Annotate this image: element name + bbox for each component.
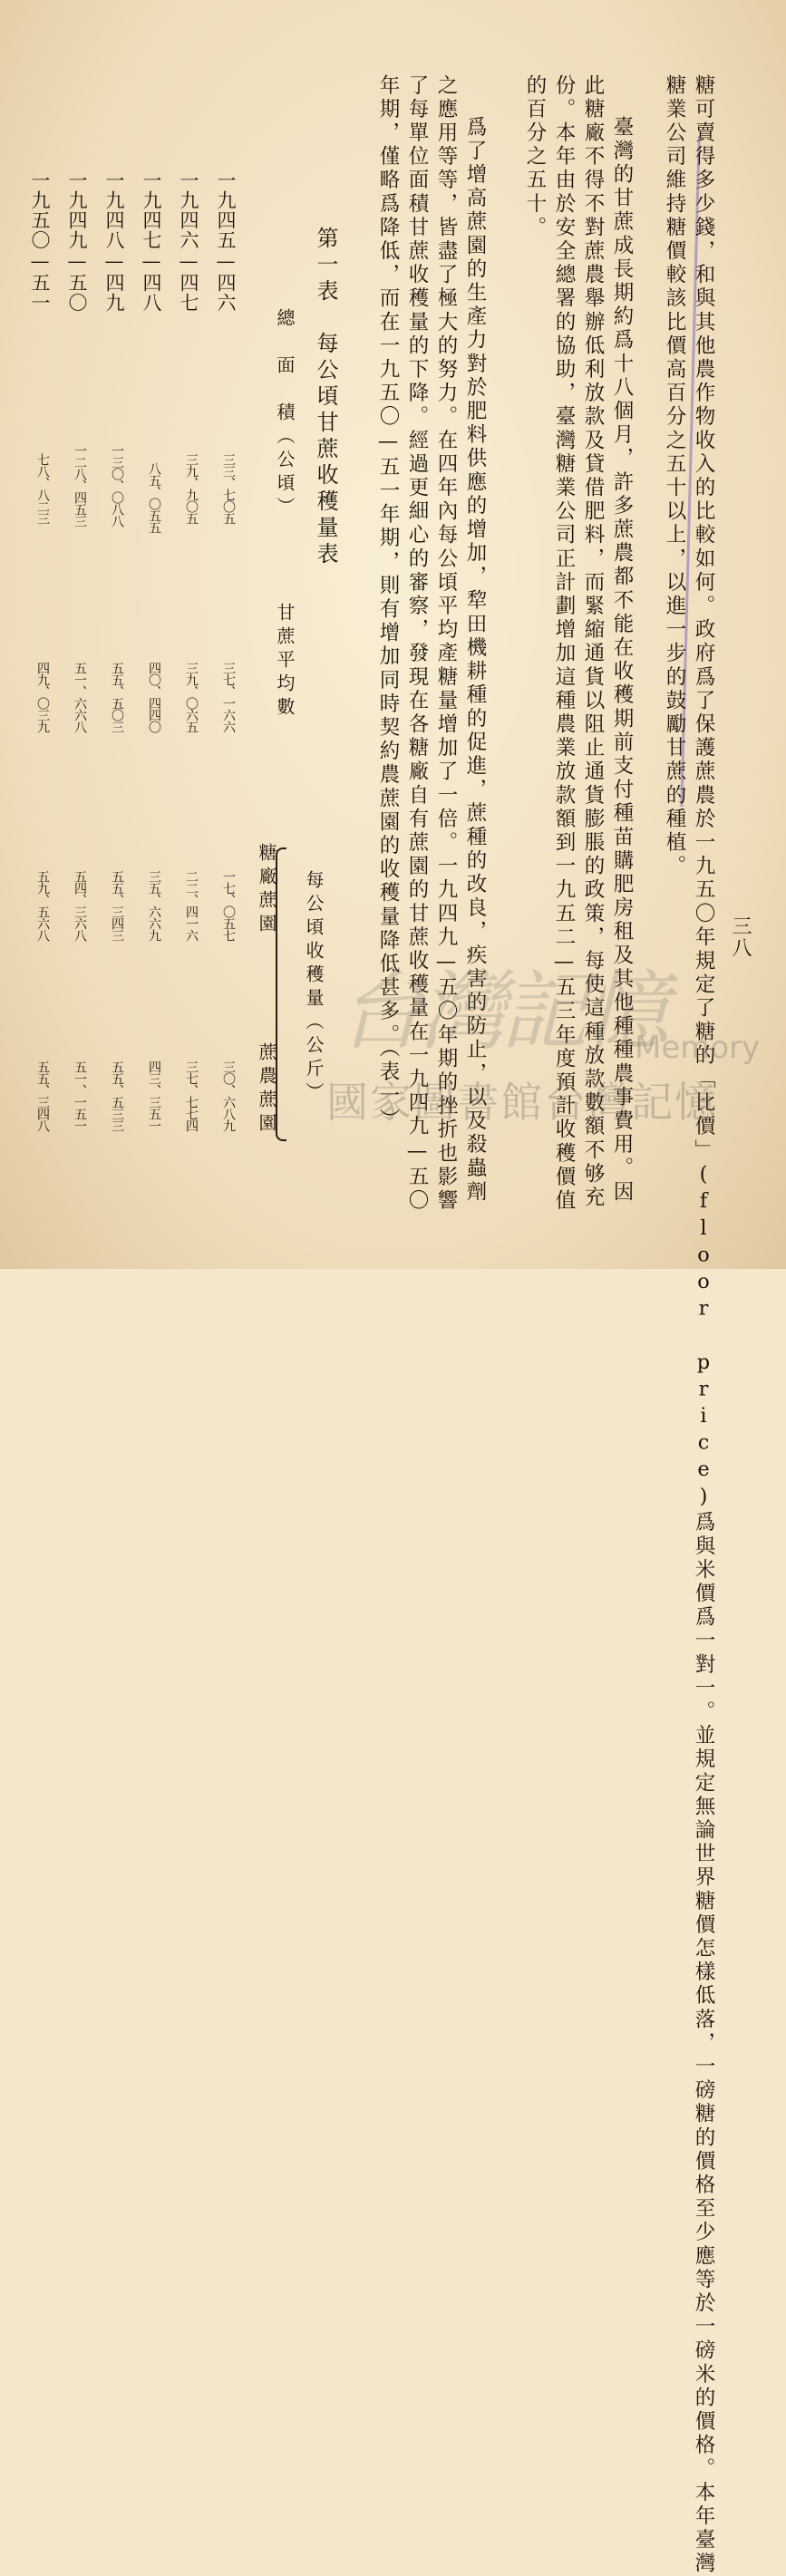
row-year: 一九四六—四七 xyxy=(178,170,199,313)
cell-area: 三九、九〇五 xyxy=(184,453,199,524)
table-title: 第一表 每公頃甘蔗收穫量表 xyxy=(313,227,338,568)
page-number: 三八 xyxy=(729,915,752,959)
text-column-3: 臺灣的甘蔗成長期約爲十八個月，許多蔗農都不能在收穫期前支付種苗購肥房租及其他種種農事費用。因 xyxy=(610,116,634,1205)
cell-mill-yield: 五五、三四三 xyxy=(110,870,124,941)
row-year: 一九四九—五〇 xyxy=(66,170,88,313)
cell-mill-yield: 五九、五六八 xyxy=(35,870,50,941)
cell-mill-yield: 三五、六六九 xyxy=(147,870,161,941)
watermark-logo: 台灣記憶 xyxy=(337,961,664,1062)
watermark-sub-text: Memory xyxy=(635,1030,761,1066)
cell-average: 四九、〇三九 xyxy=(35,662,50,732)
cell-mill-yield: 一七、〇五七 xyxy=(221,870,236,941)
cell-area: 一三〇、〇八八 xyxy=(110,444,124,527)
header-bracket xyxy=(276,847,286,1141)
text-column-10: 年期，僅略爲降低，而在一九五〇—五一年期，則有增加同時契約農蔗園的收穫量降低甚多。（表一） xyxy=(376,74,400,1132)
cell-area: 八五、〇五五 xyxy=(147,462,161,533)
header-mill-plantation: 糖廠蔗園 xyxy=(256,843,277,937)
text-column-1: 糖可賣得多少錢，和與其他農作物收入的比較如何。政府爲了保護蔗農於一九五〇年規定了糖的「比價」(floor price)爲與米價爲一對一。並規定無論世界糖價怎樣低落，一磅糖的價格至少應等於一磅米的價格。本年臺灣 xyxy=(692,74,715,2576)
cell-farmer-yield: 五一、一五一 xyxy=(73,1060,87,1131)
cell-mill-yield: 五四、三六八 xyxy=(73,870,87,941)
cell-average: 四〇、四四〇 xyxy=(147,662,161,732)
cell-area: 三三、七〇五 xyxy=(221,453,236,524)
header-farmer-plantation: 蔗農蔗園 xyxy=(256,1042,277,1137)
text-column-4: 此糖廠不得不對蔗農舉辦低利放款及貸借肥料，而緊縮通貨以阻止通貨膨脹的政策，每使這種放款數額不够充 xyxy=(581,74,605,1210)
cell-farmer-yield: 五五、五三三 xyxy=(110,1060,124,1131)
row-year: 一九五〇—五一 xyxy=(29,170,51,313)
cell-area: 七八、八二三 xyxy=(35,453,50,524)
text-column-5: 份。本年由於安全總署的協助，臺灣糖業公司正計劃增加這種農業放款額到一九五二—五三年度預計收穫價值 xyxy=(552,74,576,1214)
text-column-7: 爲了增高蔗園的生產力對於肥料供應的增加，犂田機耕種的促進，蔗種的改良，疾害的防止，以及殺蟲劑 xyxy=(463,116,487,1205)
text-column-9: 了每單位面積甘蔗收穫量的下降。經過更細心的審察，發現在各糖廠自有蔗園的甘蔗收穫量在一九四九—五〇 xyxy=(405,74,429,1214)
cell-farmer-yield: 三七、七七四 xyxy=(184,1060,199,1131)
row-year: 一九四五—四六 xyxy=(215,170,237,313)
cell-average: 三七、一六六 xyxy=(221,662,236,732)
cell-farmer-yield: 四三、三五一 xyxy=(147,1060,161,1131)
cell-farmer-yield: 五五、三四八 xyxy=(35,1060,50,1131)
cell-average: 三九、〇六五 xyxy=(184,662,199,732)
row-year: 一九四八—四九 xyxy=(103,170,125,313)
cell-mill-yield: 二二、四一六 xyxy=(184,870,199,941)
cell-average: 五五、五〇三 xyxy=(110,662,124,732)
cell-average: 五一、六六八 xyxy=(73,662,87,732)
header-yield-per-hectare: 每公頃收穫量（公斤） xyxy=(303,870,325,1106)
text-column-6: 的百分之五十。 xyxy=(523,74,547,240)
text-column-8: 之應用等等，皆盡了極大的努力。在四年內每公頃平均產糖量增加了一倍。一九四九—五〇年期的挫折也影響 xyxy=(434,74,458,1214)
header-total-area: 總 面 積（公頃） xyxy=(274,308,296,520)
cell-farmer-yield: 三〇、六八九 xyxy=(221,1060,236,1131)
row-year: 一九四七—四八 xyxy=(141,170,162,313)
cell-area: 一二八、四五三 xyxy=(73,444,87,527)
text-column-2: 糖業公司維持糖價較該比價高百分之五十以上，以進一步的鼓勵甘蔗的種植。 xyxy=(663,74,686,879)
watermark-text: 國家圖書館台灣記憶 xyxy=(326,1078,718,1127)
header-average: 甘蔗平均數 xyxy=(274,603,296,721)
